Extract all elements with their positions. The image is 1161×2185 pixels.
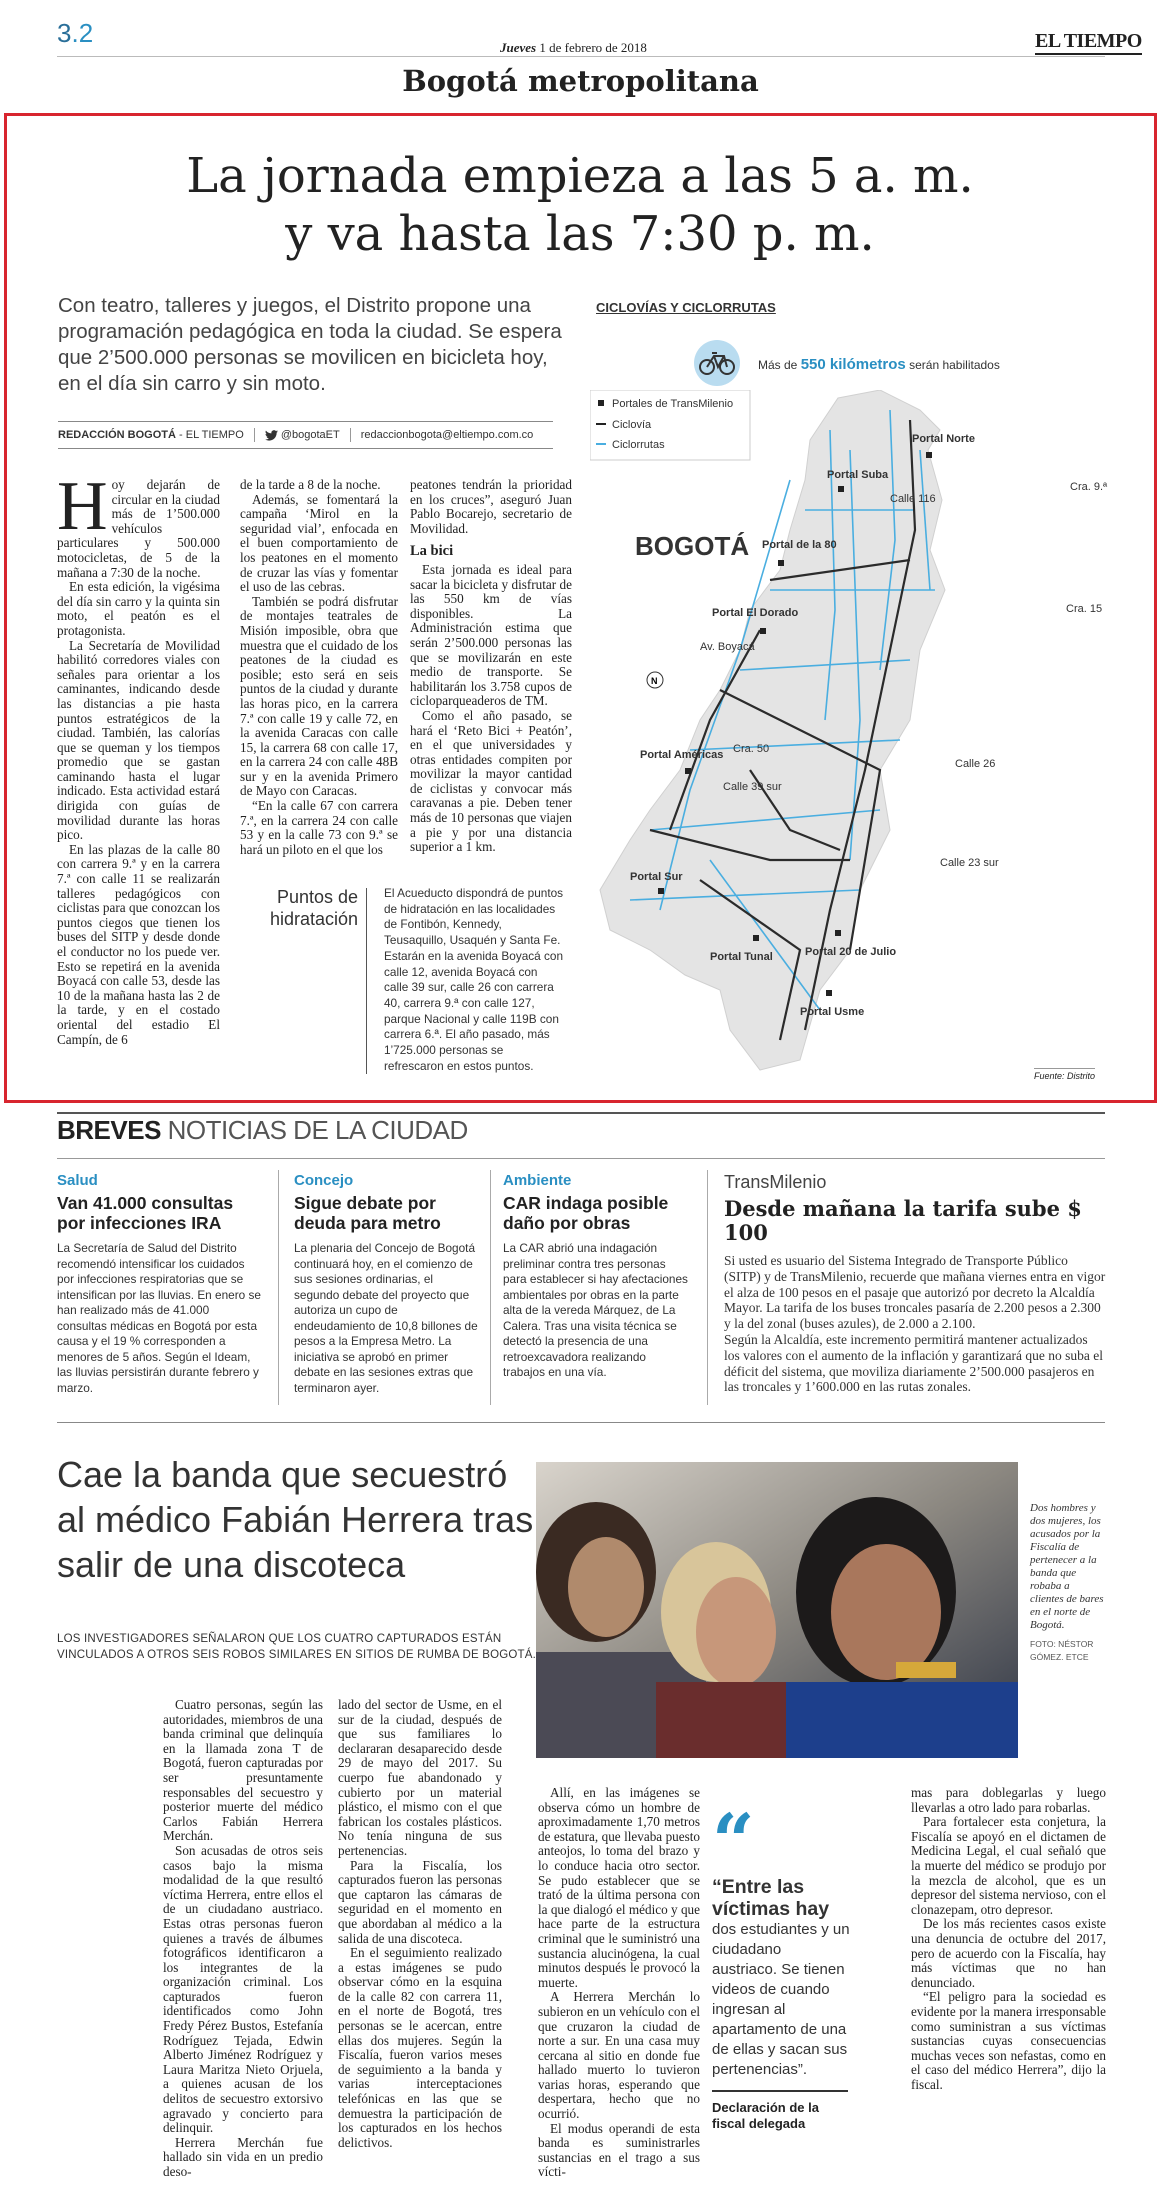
quote-attribution: Declaración de la fiscal delegada [712, 2100, 819, 2131]
photo-caption: Dos hombres y dos mujeres, los acusados por la Fiscalía de pertenecer a la banda que robaba a clientes de bares en el norte de Bogotá. FOTO: NÉSTOR GÓMEZ. ETCE [1030, 1502, 1104, 1662]
edition-date: Jueves 1 de febrero de 2018 [500, 40, 647, 55]
divider [57, 1112, 1105, 1114]
road-calle-39-sur: Calle 39 sur [723, 781, 782, 793]
story-headline: Cae la banda que secuestró al médico Fabián Herrera tras salir de una discoteca [57, 1454, 534, 1585]
portal-usme: Portal Usme [800, 1006, 865, 1018]
portal-tunal: Portal Tunal [710, 951, 773, 963]
road-cra-50: Cra. 50 [733, 743, 770, 755]
portal-suba: Portal Suba [827, 469, 889, 481]
brief-text: Según la Alcaldía, este incremento permitirá mantener actualizados los valores con el aumento de la inflación y garantizará que no suba el déficit del sistema, que moviliza diariamente 2’500.000 pasajeros en las troncales y 1’600.000 en las rutas zonales. [724, 1331, 1103, 1395]
road-calle-116: Calle 116 [890, 493, 936, 505]
svg-text:N: N [651, 676, 658, 686]
twitter-icon [265, 430, 278, 441]
section-title: Bogotá metropolitana [402, 64, 759, 98]
photo-credit: FOTO: NÉSTOR GÓMEZ. ETCE [1030, 1639, 1094, 1662]
road-cra-9: Cra. 9.ª [1070, 481, 1108, 493]
story-column-3: Allí, en las imágenes se observa cómo un hombre de aproximadamente 1,70 metros de estatura, que llevaba puesto anteojos, lo toma del brazo y lo conduce hacia otro sector. Se pudo establecer que se trató de la última persona con la que dialogó el médico y que hace parte de la estructura criminal que le suministró una sustancia alucinógena, la cual minutos después le provocó la muerte. A Herrera Merchán lo subieron en un vehículo con el que cruzaron la ciudad de norte a sur. En una casa muy cercana al sitio en donde fue hallado muerto lo tuvieron varias horas, esperando que despertara, hecho que no ocurrió. El modus operandi de esta banda es suministrarles sustancias en el trago a sus vícti- [538, 1785, 700, 2180]
brief-text: La Secretaría de Salud del Distrito recomendó intensificar los cuidados por infecciones respiratorias que se intensifican por las lluvias. En enero se han realizado más de 41.000 consultas médicas en Bogotá por esta causa y el 19 % corresponden a menores de 5 años. Según el Ideam, las lluvias persistirán durante febrero y marzo. [57, 1241, 261, 1395]
brief-transmilenio [724, 1172, 1106, 1395]
page-number: 3.2 [57, 18, 94, 48]
bicycle-badge [694, 340, 740, 386]
story-column-4: mas para doblegarlas y luego llevarlas a otro lado para robarlas. Para fortalecer esta conjetura, la Fiscalía se apoyó en el dictamen de Medicina Legal, el cual señaló que la muerte del médico se produjo por la mezcla de alcohol, que es un depresor del sistema nervioso, con el clonazepam, otro depresor. De los más recientes casos existe una denuncia de octubre del 2017, pero de acuerdo con la Fiscalía, hay más víctimas que no han denunciado. “El peligro para la sociedad es evidente por la manera irresponsable como suministran a sus víctimas sustancias cuyas consecuencias muchas veces son nefastas, como en el caso del médico Herrera”, dijo la fiscal. [911, 1785, 1106, 2092]
divider [57, 56, 1105, 57]
headline-line-1: La jornada empieza a las 5 a. m. [186, 148, 974, 204]
portal-80: Portal de la 80 [762, 539, 837, 551]
road-calle-26: Calle 26 [955, 758, 996, 770]
byline-email[interactable]: redaccionbogota@eltiempo.com.co [360, 429, 534, 441]
feature-column-1: Hoy dejarán de circular en la ciudad más de 1’500.000 vehículos particulares y 500.000 motocicletas, de 5 de la mañana a 7:30 de la noche. En esta edición, la vigésima del día sin carro y la quinta sin moto, el peatón es el protagonista. La Secretaría de Movilidad habilitó corredores viales con señales para orientar a los caminantes, indicando desde las distancias a pie hasta puntos estratégicos de la ciudad. También, las calorías que se queman y los tiempos promedio que se gastan caminando hasta el lugar indicado. Esta actividad estará dirigida con guías de movilidad durante las horas pico. En las plazas de la calle 80 con carrera 9.ª y en la carrera 7.ª con calle 11 se realizarán talleres pedagógicos con ciclistas para que conozcan los puntos ciegos que tienen los buses del SITP y desde donde el conductor no los puede ver. Esto se repetirá en la avenida Boyacá con calle 53, desde las 10 de la mañana hasta las 2 de la tarde, y en el costado oriental del estadio El Campín, de 6 [57, 468, 220, 1047]
brief-text: Si usted es usuario del Sistema Integrado de Transporte Público (SITP) y de TransMilenio, recuerde que mañana viernes entra en vigor el alza de 100 pesos en el pasaje que autorizó por decreto la Alcaldía Mayor. La tarifa de los buses troncales pasaría de 2.200 pesos a 2.300 y la del zonal (buses azules), de 2.000 a 2.100. [724, 1253, 1106, 1332]
hydration-label: Puntos de hidratación [269, 887, 358, 929]
divider [57, 1158, 1105, 1159]
feature-column-2: de la tarde a 8 de la noche. Además, se fomentará la campaña ‘Mirol en la seguridad vial’, enfocada en el buen comportamiento de los peatones en el momento de cruzar las vías y fomentar el uso de las cebras. También se podrá disfrutar de montajes teatrales de Misión imposible, obra que muestra que el cuidado de los peatones de la ciudad es posible; esto será en seis puntos de la ciudad y durante las horas pico, en la carrera 7.ª con calle 19 y calle 72, en la avenida Caracas con calle 15, la carrera 68 con calle 17, en la carrera 24 con calle 48B sur y en la avenida Primero de Mayo con Caracas. “En la calle 67 con carrera 7.ª, en la carrera 24 con calle 53 y en la calle 73 con 9.ª se hará un piloto en el que los [240, 477, 398, 857]
quote-icon: “ [712, 1799, 755, 1885]
byline [58, 428, 553, 442]
brief-text: La CAR abrió una indagación preliminar contra tres personas para establecer si hay afectaciones ambientales por obras en la parte alta de la vereda Márquez, de La Calera. Tras una visita técnica se detectó la presencia de una retroexcavadora realizando trabajos en una vía. [503, 1241, 688, 1379]
divider [707, 1170, 708, 1405]
brief-salud [57, 1172, 262, 1396]
feature-headline [60, 147, 1100, 263]
road-av-boyaca: Av. Boyacá [700, 641, 755, 653]
brief-tag: Ambiente [503, 1172, 572, 1189]
divider [57, 1422, 1105, 1423]
brief-headline: Desde mañana la tarifa sube $ 100 [724, 1196, 1082, 1245]
story-kicker: LOS INVESTIGADORES SEÑALARON QUE LOS CUATRO CAPTURADOS ESTÁN VINCULADOS A OTROS SEIS ROBOS SIMILARES EN SITIOS DE RUMBA DE BOGOTÁ. [57, 1633, 537, 1661]
bicycle-icon [699, 350, 735, 376]
bike-kilometers: Más de 550 kilómetros serán habilitados [758, 356, 1000, 373]
headline-line-2: y va hasta las 7:30 p. m. [285, 206, 875, 262]
story-column-1: Cuatro personas, según las autoridades, miembros de una banda criminal que delinquía en la llamada zona T de Bogotá, fueron capturadas por ser presuntamente responsables del secuestro y posterior muerte del médico Carlos Fabián Herrera Merchán. Son acusadas de otros seis casos bajo la misma modalidad de la que resultó víctima Herrera, entre ellos el de un ciudadano austriaco. Estas otras personas fueron quienes a través de álbumes fotográficos identificaron a los integrantes de la organización criminal. Los capturados fueron identificados como John Fredy Pérez Bustos, Estefanía Rodríguez Tejada, Edwin Alberto Jiménez Rodríguez y Laura Maritza Nieto Orjuela, a quienes acusan de los delitos de secuestro extorsivo agravado y concierto para delinquir. Herrera Merchán fue hallado sin vida en un predio deso- [163, 1697, 323, 2179]
portal-20-de-julio: Portal 20 de Julio [805, 946, 897, 958]
bogota-map [590, 390, 1110, 1090]
byline-author: REDACCIÓN BOGOTÁ [58, 429, 176, 441]
divider [58, 448, 553, 449]
divider [278, 1170, 279, 1405]
hydration-text: El Acueducto dispondrá de puntos de hidratación en las localidades de Fontibón, Kennedy, Teusaquillo, Usaquén y Santa Fe. Estarán en la avenida Boyacá con calle 12, avenida Boyacá con calle 39 sur, calle 26 con carrera 40, carrera 9.ª con calle 127, parque Nacional y calle 119B con carrera 6.ª. El año pasado, más 1’725.000 personas se refrescaron en estos puntos. [384, 886, 564, 1073]
map-legend [590, 390, 750, 460]
portal-sur: Portal Sur [630, 871, 683, 883]
brief-tag: Concejo [294, 1172, 354, 1189]
feature-column-3: peatones tendrán la prioridad en los cruces”, aseguró Juan Pablo Bocarejo, secretario de Movilidad. La bici Esta jornada es ideal para sacar la bicicleta y disfrutar de las 550 km de vías disponibles. La Administración estima que serán 2’500.000 personas las que se movilizarán en este medio de transporte. Se habilitarán los 3.758 cupos de cicloparqueaderos de TM. Como el año pasado, se hará el ‘Reto Bici + Peatón’, en el que universidades y otras entidades compiten por movilizar la mayor cantidad de ciclistas y convocar más caravanas a pie. Deben tener más de 10 personas que viajen a pie y por una distancia superior a 1 km. [410, 477, 572, 855]
legend-portales: Portales de TransMilenio [612, 398, 734, 410]
byline-twitter[interactable]: @bogotaET [280, 429, 340, 441]
brief-headline: CAR indaga posible daño por obras [503, 1193, 669, 1233]
brief-concejo [294, 1172, 479, 1396]
story-column-2: lado del sector de Usme, en el sur de la ciudad, después de que sus familiares lo declararan desaparecido desde 29 de mayo del 2017. Su cuerpo fue abandonado y cubierto por un material plástico, el mismo con el que fabrican los costales plásticos. No tenía ninguna de sus pertenencias. Para la Fiscalía, los capturados fueron las personas que captaron las cámaras de seguridad en el momento en que abordaban al médico a la salida de una discoteca. En el seguimiento realizado a estas imágenes se pudo observar cómo en la esquina de la calle 82 con carrera 11, en el norte de Bogotá, tres personas se le acercan, entre ellas dos mujeres. Según la Fiscalía, fueron varios meses de seguimiento a la banda y varias interceptaciones telefónicas en las que se demuestra la participación de los capturados en los hechos delictivos. [338, 1697, 502, 2150]
road-cra-15: Cra. 15 [1066, 603, 1103, 615]
dropcap: H [57, 468, 108, 545]
bracket [366, 888, 376, 1074]
brief-headline: Sigue debate por deuda para metro [294, 1193, 441, 1233]
brief-tag: Salud [57, 1172, 98, 1189]
portal-el-dorado: Portal El Dorado [712, 607, 799, 619]
map-title: CICLOVÍAS Y CICLORRUTAS [596, 300, 776, 315]
story-photo [536, 1462, 1018, 1758]
newspaper-logo: EL TIEMPO [1035, 30, 1142, 55]
feature-deck: Con teatro, talleres y juegos, el Distrito propone una programación pedagógica en toda la ciudad. Se espera que 2’500.000 personas se movilicen en bicicleta hoy, en el día sin carro y sin moto. [58, 294, 562, 395]
legend-ciclovia: Ciclovía [612, 419, 652, 431]
city-label: BOGOTÁ [635, 531, 750, 561]
portal-americas: Portal Américas [640, 749, 724, 761]
brief-tag: TransMilenio [724, 1172, 827, 1192]
legend-ciclorrutas: Ciclorrutas [612, 439, 665, 451]
portal-norte: Portal Norte [912, 433, 975, 445]
brief-headline: Van 41.000 consultas por infecciones IRA [57, 1193, 234, 1233]
subhead: La bici [410, 543, 454, 560]
byline-outlet: - EL TIEMPO [179, 429, 244, 441]
map-source: Fuente: Distrito [1034, 1068, 1095, 1081]
brief-text: La plenaria del Concejo de Bogotá continuará hoy, en el comienzo de sus sesiones ordinarias, el segundo debate del proyecto que autoriza un cupo de endeudamiento de 10,8 billones de pesos a la Empresa Metro. La iniciativa se aprobó en primer debate en las sesiones extras que terminaron ayer. [294, 1241, 478, 1395]
brief-ambiente [503, 1172, 688, 1381]
divider [58, 421, 553, 422]
pull-quote: “ “Entre las víctimas hay dos estudiantes y un ciudadano austriaco. Se tienen videos de cuando ingresan al apartamento de una de ellas y sacan sus pertenencias”. Declaración de la fiscal delegada [712, 1799, 850, 2131]
breves-title: BREVES NOTICIAS DE LA CIUDAD [57, 1115, 468, 1145]
divider [490, 1170, 491, 1405]
road-calle-23-sur: Calle 23 sur [940, 857, 999, 869]
